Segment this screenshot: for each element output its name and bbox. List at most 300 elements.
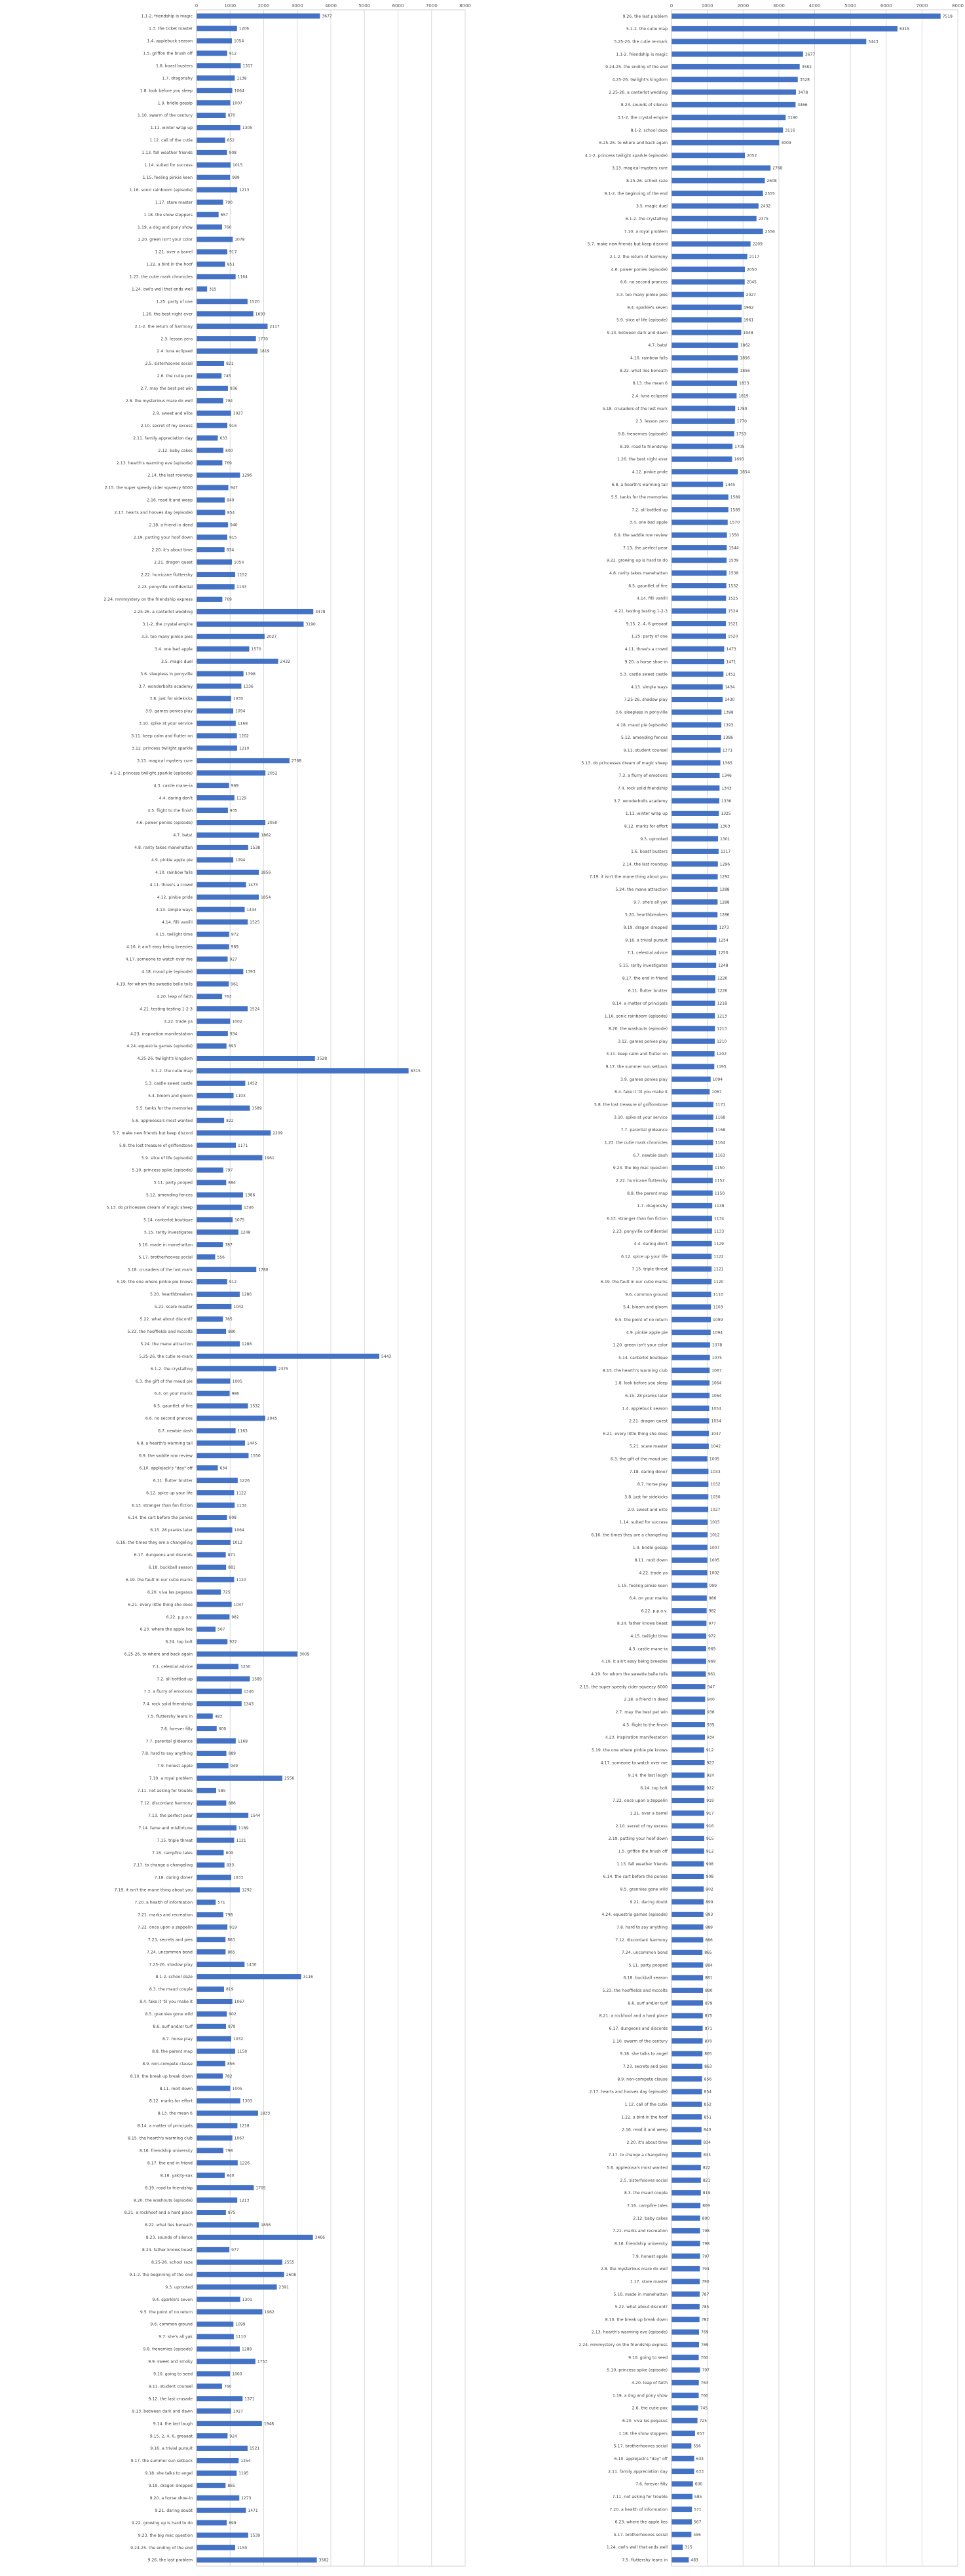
bar	[672, 1241, 712, 1246]
bar	[197, 920, 248, 925]
bar-value-label: 2052	[747, 153, 757, 159]
category-label: 6.5. gauntlet of fire	[628, 584, 668, 589]
bar	[197, 584, 235, 589]
bar-value-label: 1346	[243, 1205, 254, 1210]
bar	[197, 1825, 237, 1831]
category-label: 4.24. equestria games (episode)	[601, 1913, 668, 1918]
bar	[672, 2089, 702, 2094]
bar	[197, 237, 233, 242]
bar	[197, 274, 236, 279]
bar-value-label: 822	[702, 2165, 711, 2171]
category-label: 7.19. it isn't the mane thing about you	[114, 1888, 193, 1893]
category-label: 8.17. the end in friend	[147, 2161, 193, 2166]
bar	[672, 532, 727, 538]
category-label: 1.24. owl's well that ends well	[606, 2545, 668, 2550]
bar	[197, 2383, 222, 2389]
category-label: 1.22. a bird in the hoof	[621, 2115, 668, 2120]
bar-value-label: 1210	[239, 746, 250, 751]
category-label: 6.7. newbie dash	[633, 1153, 668, 1158]
category-label: 8.20. the washouts (episode)	[133, 2198, 193, 2203]
bar	[197, 1143, 236, 1148]
bar	[672, 1013, 715, 1018]
bar-value-label: 798	[225, 2148, 233, 2154]
bar-value-label: 1030	[233, 696, 244, 701]
bar	[672, 2494, 692, 2499]
bar-value-label: 1067	[234, 2136, 244, 2141]
bar	[197, 2210, 226, 2215]
bar	[197, 2086, 231, 2091]
bar-value-label: 856	[704, 2077, 712, 2082]
category-label: 6.23. where the apple lies	[140, 1627, 193, 1632]
bar-value-label: 1343	[243, 1702, 254, 1707]
bar-value-label: 1520	[249, 299, 260, 305]
bar-value-label: 1047	[711, 1431, 721, 1436]
bar-value-label: 5443	[381, 1354, 392, 1359]
bar	[197, 2099, 240, 2104]
bar-value-label: 924	[706, 1773, 714, 1778]
bar	[672, 1140, 713, 1145]
bar	[672, 1747, 704, 1753]
bar-value-label: 1164	[237, 274, 248, 280]
category-label: 6.5. gauntlet of fire	[153, 1404, 193, 1409]
category-label: 4.11. three's a crowd	[149, 882, 193, 887]
bar-value-label: 1002	[232, 1019, 242, 1024]
bar	[197, 1838, 234, 1843]
category-label: 8.20. the washouts (episode)	[608, 1026, 668, 1032]
bar	[672, 52, 803, 57]
bar	[197, 1267, 256, 1272]
category-label: 9.17. the summer sun setback	[130, 2459, 193, 2464]
x-tick-label: 2000	[257, 3, 270, 9]
category-label: 8.15. the hearth's warming club	[603, 1368, 668, 1373]
bar-value-label: 822	[226, 1118, 234, 1123]
bar-value-label: 1948	[743, 330, 753, 335]
bar-value-label: 1693	[734, 457, 744, 462]
bar-value-label: 1365	[722, 760, 732, 766]
bar	[197, 770, 265, 775]
category-label: 6.12. spice up your life	[146, 1491, 193, 1496]
category-label: 4.6. power ponies (episode)	[611, 267, 668, 272]
bar-value-label: 315	[209, 287, 217, 292]
bar	[672, 1545, 708, 1550]
bar-value-label: 1386	[723, 736, 733, 741]
bar-value-label: 1042	[710, 1444, 721, 1449]
bar	[197, 2483, 225, 2488]
category-label: 2.11. family appreciation day	[608, 2469, 668, 2474]
category-label: 5.19. the one where pinkie pie knows	[592, 1747, 668, 1753]
category-label: 7.3. a flurry of emotions	[143, 1689, 193, 1694]
bar-value-label: 852	[227, 138, 235, 143]
bar-value-label: 870	[704, 2039, 712, 2044]
bar	[197, 2334, 234, 2340]
bar	[672, 760, 721, 766]
bar	[672, 1406, 710, 1411]
category-label: 6.25-26. to where and back again	[124, 1652, 193, 1657]
x-tick-label: 8000	[952, 3, 964, 9]
category-label: 6.10. applejack's "day" off	[139, 1466, 193, 1471]
category-label: 2.3. lesson zero	[161, 337, 193, 342]
category-label: 2.17. hearts and hooves day (episode)	[589, 2089, 668, 2095]
category-label: 6.24. top bolt	[640, 1785, 668, 1791]
bar-value-label: 1015	[233, 163, 243, 168]
bar	[197, 1229, 238, 1235]
bar	[197, 2520, 227, 2526]
bar	[672, 1115, 713, 1120]
category-label: 9.18. she talks to angel	[620, 2051, 668, 2057]
category-label: 2.19. putting your hoof down	[133, 535, 193, 540]
bar-value-label: 585	[218, 1789, 226, 1794]
bar	[672, 1051, 715, 1056]
bar	[197, 1031, 228, 1036]
category-label: 5.21. scare master	[629, 1444, 668, 1449]
category-label: 9.8. frenemies (episode)	[618, 432, 668, 437]
bar	[197, 1404, 248, 1409]
category-label: 3.7. wonderbolts academy	[613, 798, 668, 804]
category-label: 9.20. a horse shoe-in	[149, 2495, 193, 2501]
bar	[197, 1316, 223, 1322]
bar	[197, 1999, 233, 2004]
bar-value-label: 1434	[725, 684, 735, 690]
bar-value-label: 1473	[248, 882, 258, 887]
bar-value-label: 1067	[711, 1090, 722, 1095]
bar-value-label: 852	[704, 2102, 711, 2107]
bar-value-label: 1856	[740, 356, 750, 361]
bar-value-label: 871	[227, 1553, 236, 1558]
category-label: 1.17. stare master	[630, 2279, 668, 2285]
category-label: 7.23. secrets and pies	[147, 1937, 193, 1943]
category-label: 8.4. fake it 'til you make it	[615, 1090, 668, 1095]
bar-value-label: 2209	[273, 1130, 283, 1136]
bar	[672, 1001, 715, 1006]
category-label: 2.21. dragon quest	[629, 1419, 668, 1424]
bar	[672, 1937, 703, 1943]
category-label: 2.20. it's about time	[626, 2140, 668, 2145]
bar-value-label: 3677	[322, 14, 332, 19]
bar-value-label: 1305	[242, 126, 253, 131]
bar	[672, 1596, 707, 1601]
bar	[197, 1217, 233, 1222]
bar	[672, 330, 741, 335]
category-label: 9.15. 2, 4, 6 greaaat	[626, 622, 668, 627]
bar-value-label: 879	[705, 2001, 713, 2006]
category-label: 3.10. spike at your service	[139, 721, 193, 726]
bar-value-label: 798	[702, 2241, 710, 2247]
category-label: 2.19. putting your hoof down	[608, 1837, 668, 1842]
bar-value-label: 1471	[726, 660, 736, 665]
bar-value-label: 1168	[237, 1739, 248, 1744]
bar	[672, 1418, 710, 1423]
bar	[672, 165, 770, 170]
category-label: 2.25-26. a canterlot wedding	[609, 90, 668, 95]
bar-value-label: 1007	[710, 1545, 720, 1550]
bar-value-label: 1206	[238, 26, 250, 31]
bar	[672, 1684, 706, 1689]
category-label: 1.18. the show stoppers	[143, 212, 193, 217]
bar-value-label: 1550	[728, 533, 739, 538]
category-label: 7.17. to change a changeling	[133, 1863, 193, 1868]
category-label: 2.9. sweet and elite	[152, 411, 193, 416]
category-label: 7.2. all bottled up	[632, 508, 668, 513]
x-tick-label: 6000	[392, 3, 404, 9]
bar-value-label: 1150	[237, 2049, 248, 2054]
bar-value-label: 1078	[711, 1343, 723, 1348]
bar-value-label: 1150	[237, 2545, 248, 2550]
category-label: 9.4. sparkle's seven	[152, 2297, 193, 2302]
bar-value-label: 797	[702, 2254, 710, 2259]
bar-value-label: 1000	[232, 2372, 242, 2377]
category-label: 5.25-26. the cutie re-mark	[139, 1354, 193, 1359]
bar-value-label: 934	[229, 1032, 238, 1037]
bar	[672, 912, 717, 917]
category-label: 5.7. make new friends but keep discord	[587, 242, 668, 247]
bar	[197, 622, 303, 627]
bar	[197, 2533, 248, 2538]
category-label: 2.18. a friend in deed	[149, 523, 193, 528]
bar-value-label: 556	[217, 1255, 225, 1260]
category-label: 5.19. the one where pinkie pie knows	[117, 1280, 193, 1285]
bar-value-label: 1525	[728, 596, 738, 601]
bar-value-label: 1150	[714, 1191, 725, 1196]
bar	[672, 2456, 694, 2461]
category-label: 1.4. applebuck season	[622, 1406, 668, 1411]
bar-value-label: 1570	[729, 520, 740, 525]
bar	[197, 50, 227, 56]
bar-value-label: 1961	[264, 1155, 274, 1161]
bar	[672, 2519, 692, 2524]
bar-value-label: 1054	[711, 1419, 721, 1424]
bar	[197, 1949, 225, 1954]
bar	[197, 75, 235, 81]
bar	[672, 684, 723, 690]
category-label: 5.1-2. the cutie map	[626, 27, 668, 32]
bar-value-label: 1064	[711, 1393, 722, 1398]
bar	[672, 482, 723, 487]
bar	[672, 507, 728, 512]
bar	[197, 175, 230, 180]
category-label: 5.14. canterlot boutique	[618, 1355, 668, 1360]
category-label: 6.7. newbie dash	[158, 1428, 193, 1434]
category-label: 4.3. castle mane-ia	[153, 783, 193, 789]
category-label: 8.9. non-compete clause	[617, 2077, 668, 2082]
category-label: 9.1-2. the beginning of the end	[604, 191, 668, 196]
bar	[672, 1570, 708, 1575]
category-label: 8.16. friendship university	[139, 2148, 193, 2154]
category-label: 5.1-2. the cutie map	[151, 1069, 193, 1074]
category-label: 2.22. hurricane fluttershy	[616, 1178, 668, 1184]
bar	[197, 1304, 231, 1309]
bar	[197, 907, 244, 912]
category-label: 8.19. road to friendship	[620, 444, 668, 449]
category-label: 7.1. celestial advice	[152, 1664, 193, 1670]
bar	[197, 944, 229, 949]
bar	[672, 1950, 702, 1955]
bar	[197, 1540, 231, 1545]
bar-value-label: 893	[705, 1913, 713, 1918]
bar	[672, 1266, 711, 1271]
bar	[197, 249, 227, 254]
bar-value-label: 875	[227, 2211, 236, 2216]
bar-value-label: 1120	[236, 1577, 246, 1582]
bar	[197, 1478, 238, 1483]
bar	[197, 1354, 379, 1359]
bar-value-label: 972	[708, 1634, 716, 1639]
bar-value-label: 1521	[249, 2446, 260, 2452]
bar-value-label: 908	[229, 151, 237, 156]
bar-value-label: 840	[227, 498, 235, 503]
bar	[197, 1701, 242, 1706]
category-label: 9.1-2. the beginning of the end	[129, 2272, 193, 2277]
bar	[672, 1102, 713, 1107]
bar-value-label: 1833	[259, 2111, 271, 2116]
category-label: 9.22. growing up is hard to do	[606, 558, 668, 563]
bar-value-label: 1693	[255, 312, 266, 317]
bar	[672, 975, 715, 980]
bar	[672, 1355, 710, 1360]
bar-value-label: 1525	[250, 920, 260, 925]
category-label: 7.7. parental glideance	[620, 1128, 668, 1133]
bar	[672, 1216, 712, 1221]
category-label: 6.13. stranger than fan fiction	[132, 1503, 193, 1508]
bar-value-label: 1027	[233, 2409, 243, 2414]
category-label: 9.9. sweet and smoky	[148, 2359, 193, 2364]
x-tick-label: 2000	[737, 3, 749, 9]
category-label: 2.20. it's about time	[151, 548, 193, 553]
bar-value-label: 856	[227, 2061, 235, 2066]
bar	[197, 1440, 245, 1446]
bar	[672, 2165, 701, 2170]
bar	[197, 336, 256, 341]
bar-value-label: 1471	[248, 2508, 258, 2513]
bar	[672, 621, 726, 626]
bar-value-label: 1520	[728, 634, 738, 639]
bar-value-label: 912	[706, 1747, 714, 1753]
bar	[672, 2114, 702, 2119]
bar	[672, 887, 717, 892]
bar-value-label: 1296	[719, 862, 730, 867]
x-tick-label: 1000	[224, 3, 237, 9]
category-label: 2.18. a friend in deed	[624, 1697, 668, 1702]
bar	[197, 2433, 227, 2438]
bar	[672, 1127, 713, 1132]
bar	[197, 1962, 244, 1967]
category-label: 8.7. horse play	[637, 1482, 668, 1487]
bar-value-label: 763	[224, 994, 232, 999]
category-label: 1.10. swarm of the century	[613, 2039, 668, 2044]
bar-value-label: 2027	[266, 635, 277, 640]
bar-value-label: 922	[229, 1639, 237, 1645]
bar	[672, 785, 719, 791]
bar	[197, 1924, 227, 1930]
bar-value-label: 760	[223, 2384, 232, 2389]
bar	[672, 1988, 703, 1993]
bar-value-label: 893	[228, 1044, 237, 1049]
category-label: 7.12. discordant harmony	[140, 1801, 193, 1806]
category-label: 7.25-26. shadow play	[624, 698, 668, 703]
bar-value-label: 947	[707, 1685, 715, 1690]
x-tick-label: 4000	[325, 3, 337, 9]
bar-value-label: 972	[231, 932, 239, 937]
bar-value-label: 657	[220, 212, 229, 217]
bar-value-label: 1033	[710, 1469, 721, 1474]
bar-value-label: 1430	[246, 1962, 257, 1968]
bar	[197, 1813, 248, 1818]
category-label: 9.11. student counsel	[623, 748, 668, 753]
bar-value-label: 1948	[263, 2421, 274, 2427]
category-label: 6.4. on your marks	[154, 1391, 193, 1396]
bar	[197, 1863, 225, 1868]
category-label: 3.4. one bad apple	[154, 646, 193, 652]
bar	[197, 2049, 235, 2054]
bar-value-label: 1030	[710, 1495, 721, 1500]
bar-value-label: 1005	[709, 1457, 720, 1462]
bar-value-label: 889	[705, 1925, 713, 1930]
category-label: 6.17. dungeons and discords	[134, 1553, 193, 1558]
bar	[672, 2013, 703, 2018]
bar	[197, 1788, 216, 1793]
bar	[197, 1875, 231, 1880]
bar	[672, 2545, 683, 2550]
category-label: 1.16. sonic rainboom (episode)	[129, 187, 193, 193]
bar	[672, 2367, 700, 2372]
bar-value-label: 961	[231, 982, 238, 987]
category-label: 7.17. to change a changeling	[608, 2153, 668, 2158]
bar	[672, 595, 726, 601]
bar-value-label: 927	[229, 957, 237, 962]
category-label: 8.22. what lies beneath	[620, 368, 668, 373]
bar	[672, 393, 736, 398]
category-label: 4.14. filli vanilli	[162, 920, 193, 925]
bar	[672, 1696, 705, 1702]
bar	[672, 1330, 711, 1335]
bar	[197, 1676, 250, 1681]
bar-value-label: 315	[685, 2545, 692, 2550]
bar	[672, 899, 717, 905]
bar	[197, 559, 232, 565]
category-label: 8.1-2. school daze	[155, 1975, 193, 1980]
bar-value-label: 6315	[410, 1069, 421, 1074]
category-label: 6.9. the saddle row review	[139, 1453, 193, 1459]
category-label: 1.12. call of the cutie	[624, 2102, 668, 2107]
bar	[197, 1168, 223, 1173]
bar-value-label: 1962	[264, 2309, 274, 2315]
bar-value-label: 1288	[719, 887, 730, 893]
category-label: 3.10. spike at your service	[614, 1115, 668, 1120]
bar	[197, 2173, 225, 2178]
category-label: 6.20. viva las pegasus	[147, 1590, 193, 1595]
category-label: 9.15. 2, 4, 6, greaaat	[149, 2434, 193, 2439]
bar-value-label: 1213	[239, 187, 250, 193]
bar	[197, 1912, 223, 1917]
bar	[197, 1279, 227, 1284]
bar-value-label: 2555	[765, 191, 775, 196]
category-label: 5.24. the mane attraction	[615, 887, 668, 893]
bar	[197, 125, 240, 130]
bar	[672, 2064, 702, 2069]
category-label: 1.24. owl's well that ends well	[131, 287, 193, 292]
bar	[672, 77, 798, 82]
category-label: 9.5. the point of no return	[615, 1318, 668, 1323]
bar	[672, 2152, 702, 2157]
bar	[197, 2185, 254, 2190]
bar-value-label: 1780	[258, 1267, 269, 1273]
bar	[672, 2317, 700, 2322]
category-label: 4.21. testing testing 1-2-3	[140, 1007, 193, 1012]
bar	[672, 444, 732, 449]
category-label: 4.23. inspiration manifestation	[130, 1032, 193, 1037]
category-label: 6.16. the times they are a changeling	[591, 1533, 668, 1538]
bar-value-label: 567	[218, 1627, 225, 1632]
bar	[672, 2190, 701, 2195]
